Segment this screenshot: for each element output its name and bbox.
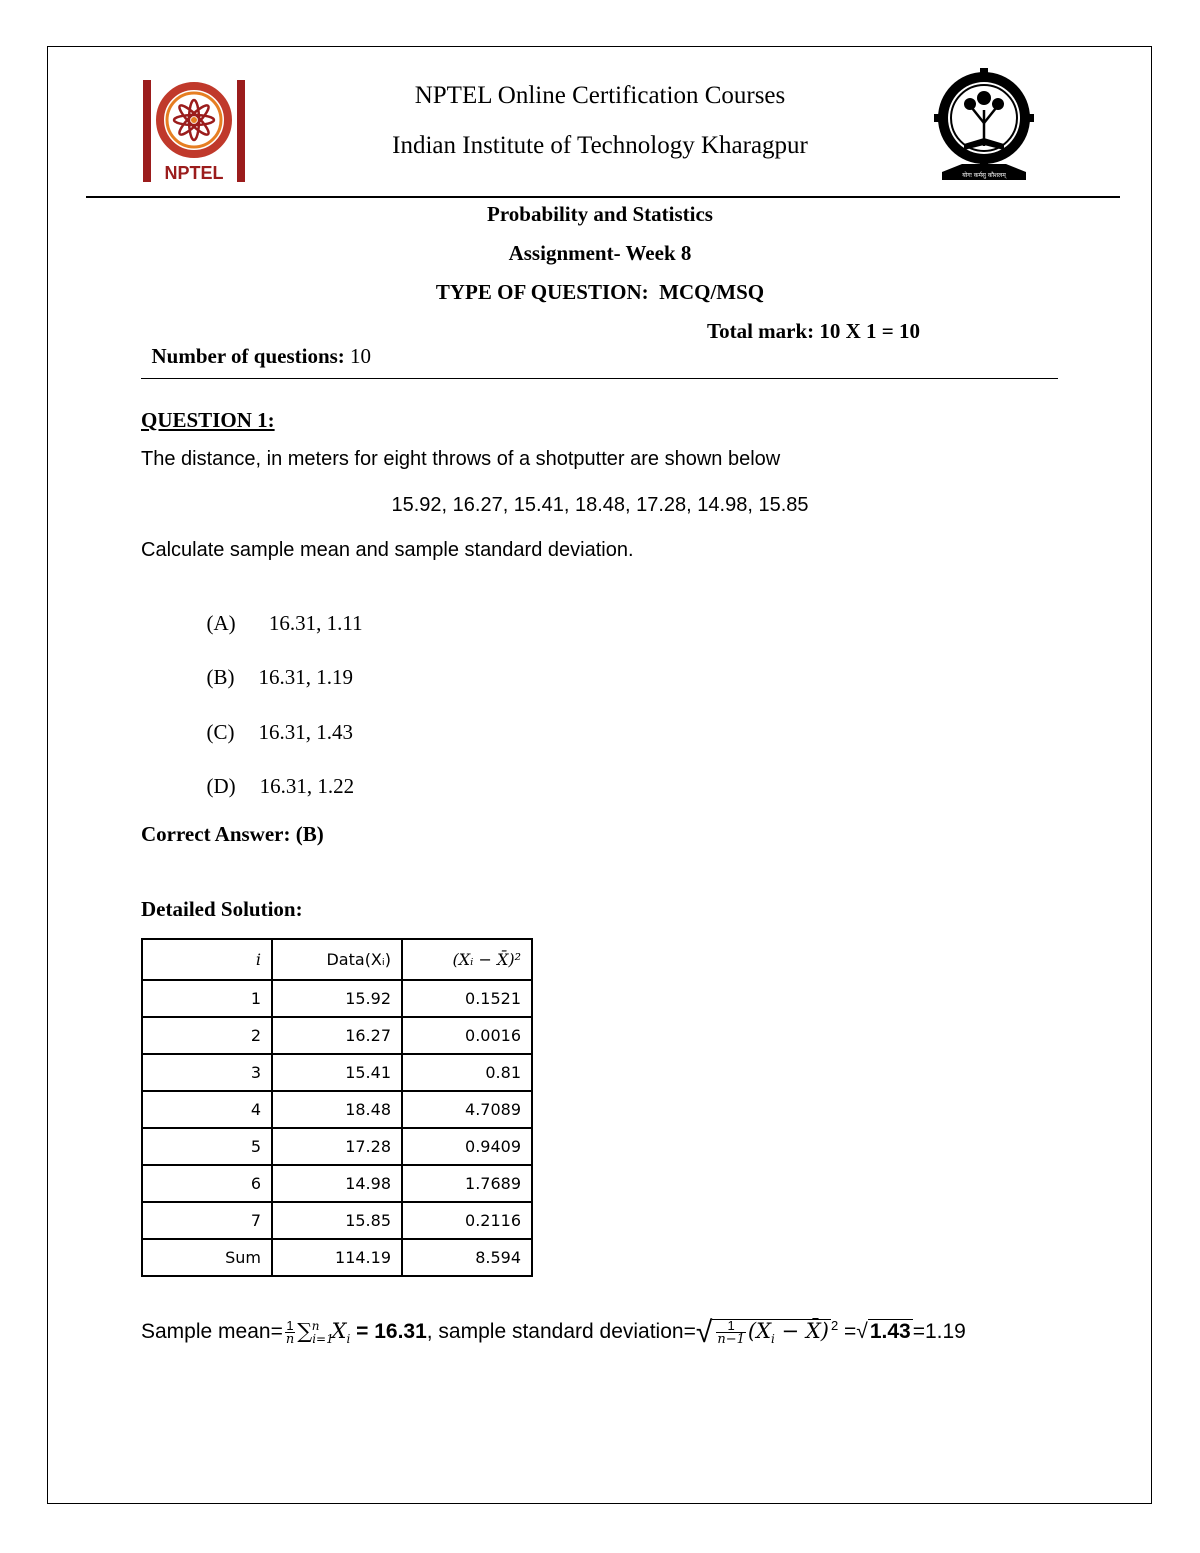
question-type: TYPE OF QUESTION: MCQ/MSQ — [435, 280, 765, 304]
table-cell: 8.594 — [402, 1239, 532, 1276]
table-cell: 3 — [142, 1054, 272, 1091]
table-header-cell: (Xᵢ − X̄)² — [402, 939, 532, 980]
table-row — [142, 1091, 532, 1128]
total-mark: Total mark: 10 X 1 = 10 — [707, 319, 921, 343]
option-b[interactable] — [196, 640, 353, 690]
mean-fraction: $\frac{1}{n}$ — [285, 1317, 295, 1347]
table-cell: 16.27 — [272, 1017, 402, 1054]
table-cell: 0.0016 — [402, 1017, 532, 1054]
iit-logo-motto: योगः कर्मसु कौशलम् — [962, 172, 1006, 179]
table-header-row — [142, 939, 532, 980]
correct-answer: Correct Answer: (B) — [141, 822, 324, 846]
table-header-cell: Data(Xᵢ) — [272, 939, 402, 980]
summation-symbol: ∑ — [297, 1319, 313, 1343]
table-cell: 4 — [142, 1091, 272, 1128]
x-i-symbol: $X_i$ — [331, 1319, 351, 1347]
table-cell: 5 — [142, 1128, 272, 1165]
sd-result: =1.19 — [912, 1320, 966, 1343]
option-d[interactable] — [196, 749, 354, 799]
option-c[interactable] — [196, 695, 353, 745]
table-cell: 15.92 — [272, 980, 402, 1017]
sqrt-symbol: √ — [695, 1316, 713, 1349]
nptel-logo-text: NPTEL — [164, 163, 224, 183]
table-cell: 1.7689 — [402, 1165, 532, 1202]
solution-formula: Sample mean= $\frac{1}{n}$ $\sum_{i=1}^n$ $X_i = 16.31$, sample standard deviation=√ $\frac{1}{n-1}$ ($X_i$ − X̄) $^2$ =√1.43=1.19 — [141, 1316, 966, 1349]
number-of-questions — [141, 319, 371, 369]
table-sum-row — [142, 1239, 532, 1276]
sample-mean-result: = 16.31 — [350, 1320, 427, 1343]
question-1-text: The distance, in meters for eight throws of a shotputter are shown below — [141, 448, 781, 470]
header-line-1: NPTEL Online Certification Courses — [414, 82, 786, 109]
table-row — [142, 1054, 532, 1091]
course-title: Probability and Statistics — [487, 202, 713, 226]
table-cell: 14.98 — [272, 1165, 402, 1202]
sample-sd-label: , sample standard deviation= — [426, 1320, 696, 1343]
table-cell: 4.7089 — [402, 1091, 532, 1128]
option-c-label: (C) — [206, 720, 235, 744]
number-of-questions-value: 10 — [344, 344, 372, 368]
table-cell: 2 — [142, 1017, 272, 1054]
table-row — [142, 1165, 532, 1202]
table-cell: 0.81 — [402, 1054, 532, 1091]
option-d-label: (D) — [206, 774, 236, 798]
table-cell: 0.1521 — [402, 980, 532, 1017]
number-of-questions-label: Number of questions: — [151, 344, 345, 368]
question-1-data: 15.92, 16.27, 15.41, 18.48, 17.28, 14.98, 15.85 — [391, 494, 809, 516]
table-header-cell: i — [142, 939, 272, 980]
header-divider — [86, 196, 1120, 198]
question-1-heading: QUESTION 1: — [141, 408, 275, 432]
table-cell: 114.19 — [272, 1239, 402, 1276]
table-cell: 18.48 — [272, 1091, 402, 1128]
separator-line — [141, 378, 1058, 379]
table-cell: 17.28 — [272, 1128, 402, 1165]
table-row — [142, 1017, 532, 1054]
table-cell: 0.2116 — [402, 1202, 532, 1239]
option-a[interactable] — [196, 586, 363, 636]
sd-radicand: $\frac{1}{n-1}$ ($X_i$ − X̄) — [712, 1319, 831, 1343]
nptel-logo — [140, 78, 248, 184]
header-line-2: Indian Institute of Technology Kharagpur — [392, 132, 808, 159]
table-cell: 15.41 — [272, 1054, 402, 1091]
assignment-week: Assignment- Week 8 — [508, 241, 692, 265]
option-c-value: 16.31, 1.43 — [258, 720, 353, 744]
table-cell: 7 — [142, 1202, 272, 1239]
sample-mean-label: Sample mean= — [141, 1320, 283, 1343]
sd-inner-value: 1.43 — [869, 1320, 911, 1343]
solution-table — [141, 938, 533, 1277]
option-b-label: (B) — [206, 665, 235, 689]
iit-kharagpur-logo — [932, 68, 1036, 184]
table-row — [142, 980, 532, 1017]
table-cell: 15.85 — [272, 1202, 402, 1239]
table-row — [142, 1128, 532, 1165]
table-cell: 1 — [142, 980, 272, 1017]
option-b-value: 16.31, 1.19 — [258, 665, 353, 689]
table-cell: 0.9409 — [402, 1128, 532, 1165]
option-a-value: 16.31, 1.11 — [263, 611, 363, 635]
table-cell: Sum — [142, 1239, 272, 1276]
option-d-value: 16.31, 1.22 — [259, 774, 355, 798]
table-cell: 6 — [142, 1165, 272, 1202]
detailed-solution-heading: Detailed Solution: — [141, 897, 303, 921]
question-1-prompt: Calculate sample mean and sample standard deviation. — [141, 539, 634, 561]
option-a-label: (A) — [206, 611, 236, 635]
table-row — [142, 1202, 532, 1239]
